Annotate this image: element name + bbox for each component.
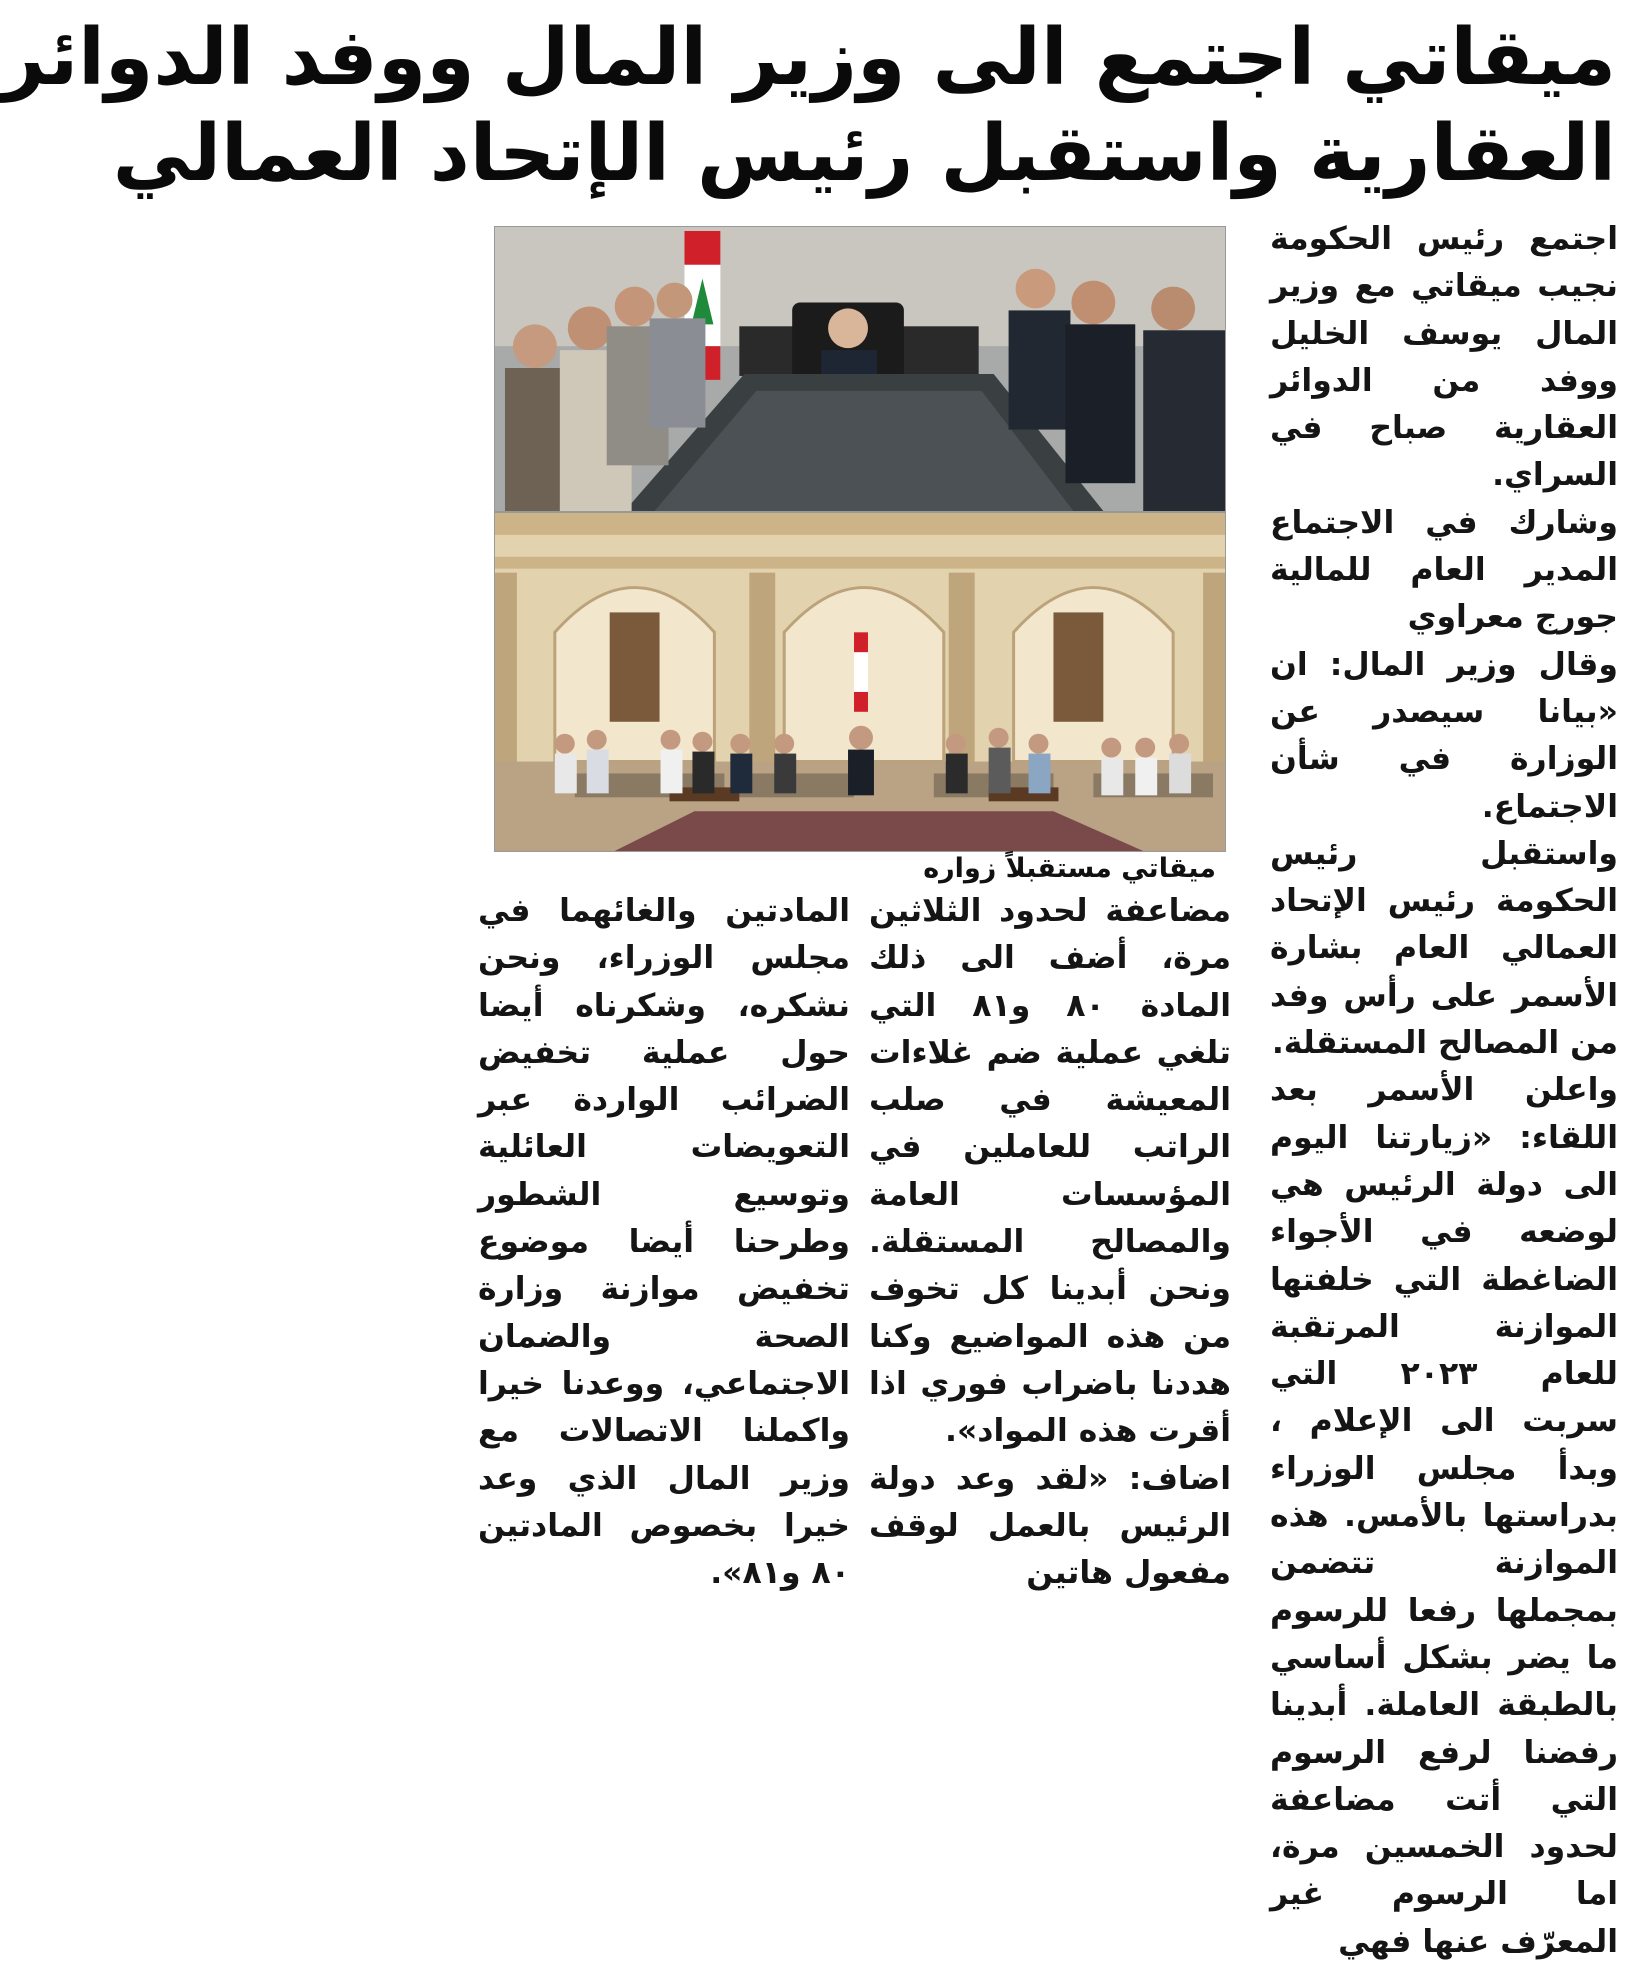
headline: [0, 10, 1616, 202]
paragraph: وشارك في الاجتماع المدير العام للمالية جورج معراوي: [1270, 504, 1618, 636]
photo-meeting-table: [494, 226, 1226, 512]
article-column-right: [1270, 216, 1618, 1966]
paragraph: واستقبل رئيس الحكومة رئيس الإتحاد العمالي العام بشارة الأسمر على رأس وفد من المصالح المستقلة.: [1270, 835, 1618, 1062]
window: [1053, 612, 1103, 721]
photo-caption: ميقاتي مستقبلاً زواره: [923, 853, 1216, 884]
paragraph: وقال وزير المال: ان «بيانا سيصدر عن الوزارة في شأن الاجتماع.: [1270, 646, 1618, 825]
headline-line-2: العقارية واستقبل رئيس الإتحاد العمالي: [112, 109, 1616, 199]
meeting-table-illustration: [495, 227, 1225, 511]
paragraph: اضاف: «لقد وعد دولة الرئيس بالعمل لوقف مفعول هاتين: [869, 1460, 1231, 1592]
photo-reception-hall: [494, 512, 1226, 852]
headline-line-1: ميقاتي اجتمع الى وزير المال ووفد الدوائر: [0, 13, 1616, 103]
carpet: [615, 811, 1144, 851]
paragraph: المادتين والغائهما في مجلس الوزراء، ونحن نشكره، وشكرناه أيضا حول عملية تخفيض الضرائب الواردة عبر التعويضات العائلية وتوسيع الشطور وطرحنا أيضا موضوع تخفيض موازنة وزارة الصحة والضمان الاجتماعي، ووعدنا خيرا واكملنا الاتصالات مع وزير المال الذي وعد خيرا بخصوص المادتين ٨٠ و٨١».: [478, 893, 850, 1592]
paragraph: مضاعفة لحدود الثلاثين مرة، أضف الى ذلك المادة ٨٠ و٨١ التي تلغي عملية ضم غلاءات المعيشة في صلب الراتب للعاملين في المؤسسات العامة والمصالح المستقلة. ونحن أبدينا كل تخوف من هذه المواضيع وكنا هددنا باضراب فوري اذا أقرت هذه المواد».: [869, 893, 1231, 1450]
window: [610, 612, 660, 721]
article-column-left: [478, 888, 850, 1597]
paragraph: واعلن الأسمر بعد اللقاء: «زيارتنا اليوم الى دولة الرئيس هي لوضعه في الأجواء الضاغطة التي خلفتها الموازنة المرتقبة للعام ٢٠٢٣ التي سربت الى الإعلام ، وبدأ مجلس الوزراء بدراستها بالأمس. هذه الموازنة تتضمن بمجملها رفعا للرسوم ما يضر بشكل أساسي بالطبقة العاملة. أبدينا رفضنا لرفع الرسوم التي أتت مضاعفة لحدود الخمسين مرة، اما الرسوم غير المعرّف عنها فهي: [1270, 1072, 1618, 1960]
article-column-middle: [869, 888, 1231, 1597]
reception-hall-illustration: [495, 513, 1225, 851]
paragraph: اجتمع رئيس الحكومة نجيب ميقاتي مع وزير المال يوسف الخليل ووفد من الدوائر العقارية صباح في السراي.: [1270, 221, 1618, 494]
